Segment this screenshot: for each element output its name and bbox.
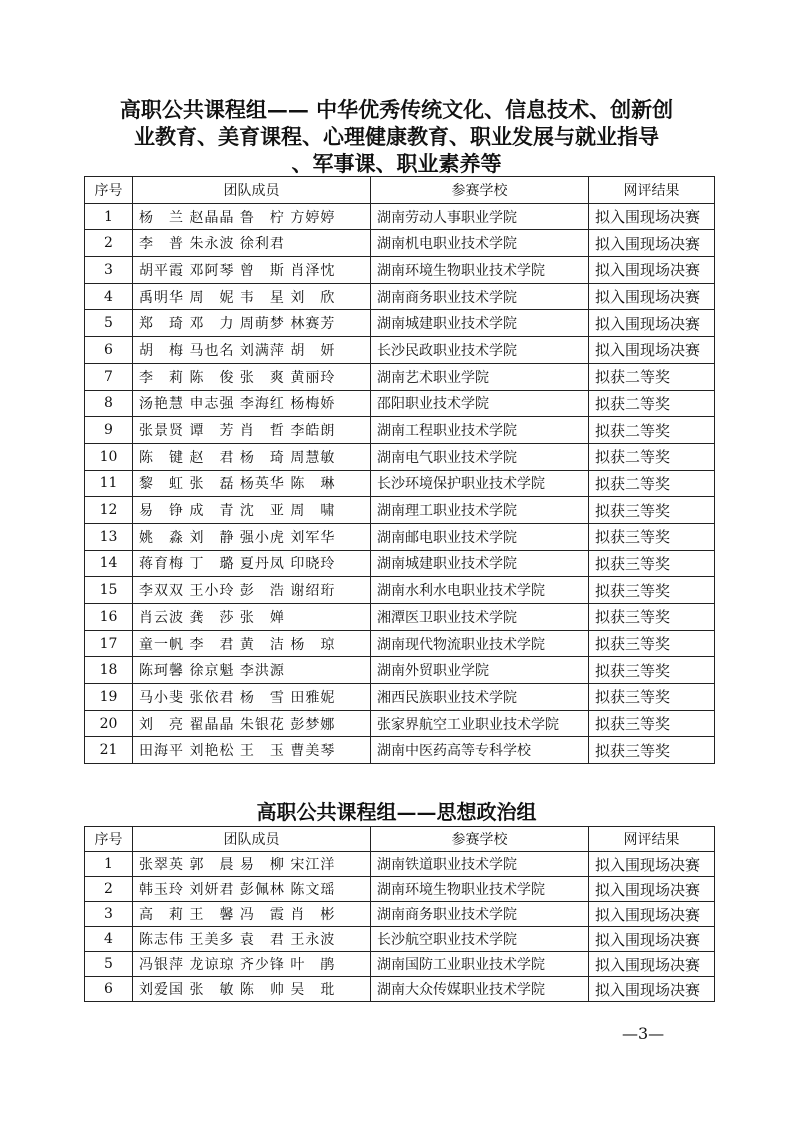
cell-school: 湘潭医卫职业技术学院 — [371, 604, 589, 631]
cell-school: 张家界航空工业职业技术学院 — [371, 710, 589, 737]
cell-school: 湖南城建职业技术学院 — [371, 550, 589, 577]
cell-members: 张翠英 郭 晨 易 柳 宋江洋 — [133, 852, 371, 877]
table-row — [85, 283, 715, 310]
cell-members: 李双双 王小玲 彭 浩 谢绍珩 — [133, 577, 371, 604]
section1-results-table — [84, 176, 715, 764]
cell-result: 拟获二等奖 — [589, 443, 715, 470]
cell-school: 邵阳职业技术学院 — [371, 390, 589, 417]
cell-school: 长沙环境保护职业技术学院 — [371, 470, 589, 497]
cell-members: 刘爱国 张 敏 陈 帅 吴 玭 — [133, 977, 371, 1002]
table-row — [85, 577, 715, 604]
cell-members: 张景贤 谭 芳 肖 哲 李皓朗 — [133, 417, 371, 444]
cell-index: 18 — [85, 657, 133, 684]
cell-school: 湖南环境生物职业技术学院 — [371, 877, 589, 902]
cell-result: 拟获三等奖 — [589, 684, 715, 711]
table-row — [85, 203, 715, 230]
cell-index: 4 — [85, 927, 133, 952]
cell-result: 拟入围现场决赛 — [589, 203, 715, 230]
cell-members: 田海平 刘艳松 王 玉 曹美琴 — [133, 737, 371, 764]
page-number: —3— — [622, 1024, 665, 1043]
cell-result: 拟获三等奖 — [589, 604, 715, 631]
cell-members: 李 莉 陈 俊 张 爽 黄丽玲 — [133, 363, 371, 390]
cell-index: 20 — [85, 710, 133, 737]
table-row — [85, 230, 715, 257]
cell-index: 3 — [85, 257, 133, 284]
cell-school: 长沙航空职业技术学院 — [371, 927, 589, 952]
cell-result: 拟获三等奖 — [589, 577, 715, 604]
cell-index: 15 — [85, 577, 133, 604]
section2-results-table — [84, 826, 715, 1002]
cell-index: 12 — [85, 497, 133, 524]
table-row — [85, 470, 715, 497]
cell-members: 汤艳慧 申志强 李海红 杨梅娇 — [133, 390, 371, 417]
cell-index: 6 — [85, 337, 133, 364]
cell-result: 拟获三等奖 — [589, 497, 715, 524]
table-row — [85, 977, 715, 1002]
table-header-row — [85, 827, 715, 852]
table-row — [85, 877, 715, 902]
cell-index: 5 — [85, 952, 133, 977]
cell-school: 湖南电气职业技术学院 — [371, 443, 589, 470]
cell-members: 易 铮 成 青 沈 亚 周 啸 — [133, 497, 371, 524]
cell-result: 拟入围现场决赛 — [589, 952, 715, 977]
header-result: 网评结果 — [589, 177, 715, 204]
cell-members: 陈 键 赵 君 杨 琦 周慧敏 — [133, 443, 371, 470]
cell-members: 禹明华 周 妮 韦 星 刘 欣 — [133, 283, 371, 310]
table-row — [85, 710, 715, 737]
header-school: 参赛学校 — [371, 177, 589, 204]
cell-index: 17 — [85, 630, 133, 657]
cell-members: 冯银萍 龙谅琼 齐少锋 叶 鹃 — [133, 952, 371, 977]
cell-school: 湖南国防工业职业技术学院 — [371, 952, 589, 977]
cell-school: 湖南城建职业技术学院 — [371, 310, 589, 337]
header-members: 团队成员 — [133, 177, 371, 204]
cell-members: 韩玉玲 刘妍君 彭佩林 陈文瑶 — [133, 877, 371, 902]
cell-members: 肖云波 龚 莎 张 婵 — [133, 604, 371, 631]
cell-school: 湖南工程职业技术学院 — [371, 417, 589, 444]
cell-result: 拟入围现场决赛 — [589, 927, 715, 952]
cell-members: 李 普 朱永波 徐利君 — [133, 230, 371, 257]
cell-school: 湖南机电职业技术学院 — [371, 230, 589, 257]
table-row — [85, 684, 715, 711]
cell-index: 14 — [85, 550, 133, 577]
table-row — [85, 337, 715, 364]
cell-members: 陈珂馨 徐京魁 李洪源 — [133, 657, 371, 684]
cell-school: 湖南大众传媒职业技术学院 — [371, 977, 589, 1002]
section2-title: 高职公共课程组——思想政治组 — [256, 800, 537, 824]
cell-index: 4 — [85, 283, 133, 310]
cell-index: 10 — [85, 443, 133, 470]
cell-result: 拟入围现场决赛 — [589, 902, 715, 927]
table-row — [85, 523, 715, 550]
cell-school: 湖南外贸职业学院 — [371, 657, 589, 684]
cell-index: 8 — [85, 390, 133, 417]
cell-index: 21 — [85, 737, 133, 764]
cell-members: 高 莉 王 馨 冯 霞 肖 彬 — [133, 902, 371, 927]
cell-members: 杨 兰 赵晶晶 鲁 柠 方婷婷 — [133, 203, 371, 230]
cell-result: 拟入围现场决赛 — [589, 852, 715, 877]
table-row — [85, 604, 715, 631]
cell-school: 湖南劳动人事职业学院 — [371, 203, 589, 230]
table-row — [85, 390, 715, 417]
cell-result: 拟入围现场决赛 — [589, 977, 715, 1002]
cell-school: 湖南现代物流职业技术学院 — [371, 630, 589, 657]
cell-index: 2 — [85, 877, 133, 902]
cell-school: 湖南邮电职业技术学院 — [371, 523, 589, 550]
cell-index: 1 — [85, 852, 133, 877]
cell-members: 胡 梅 马也名 刘满萍 胡 妍 — [133, 337, 371, 364]
cell-result: 拟入围现场决赛 — [589, 877, 715, 902]
cell-index: 5 — [85, 310, 133, 337]
cell-index: 3 — [85, 902, 133, 927]
section1-title-line: 高职公共课程组—— 中华优秀传统文化、信息技术、创新创 — [119, 97, 674, 122]
table-row — [85, 363, 715, 390]
table-row — [85, 630, 715, 657]
cell-result: 拟入围现场决赛 — [589, 230, 715, 257]
cell-result: 拟获二等奖 — [589, 390, 715, 417]
section1-title-line: 业教育、美育课程、心理健康教育、职业发展与就业指导 — [134, 124, 659, 149]
table-row — [85, 550, 715, 577]
cell-school: 湖南商务职业技术学院 — [371, 902, 589, 927]
table-row — [85, 497, 715, 524]
table-header-row — [85, 177, 715, 204]
cell-school: 湖南环境生物职业技术学院 — [371, 257, 589, 284]
cell-school: 湖南水利水电职业技术学院 — [371, 577, 589, 604]
header-index: 序号 — [85, 177, 133, 204]
cell-result: 拟入围现场决赛 — [589, 283, 715, 310]
section1-title-line: 、军事课、职业素养等 — [291, 151, 502, 176]
cell-members: 黎 虹 张 磊 杨英华 陈 琳 — [133, 470, 371, 497]
cell-members: 马小斐 张依君 杨 雪 田雅妮 — [133, 684, 371, 711]
cell-school: 长沙民政职业技术学院 — [371, 337, 589, 364]
section1-title — [80, 96, 713, 177]
table-row — [85, 657, 715, 684]
cell-index: 1 — [85, 203, 133, 230]
cell-result: 拟获三等奖 — [589, 657, 715, 684]
cell-result: 拟获三等奖 — [589, 630, 715, 657]
cell-index: 13 — [85, 523, 133, 550]
cell-index: 7 — [85, 363, 133, 390]
cell-index: 6 — [85, 977, 133, 1002]
cell-result: 拟入围现场决赛 — [589, 257, 715, 284]
cell-members: 刘 亮 翟晶晶 朱银花 彭梦娜 — [133, 710, 371, 737]
header-school: 参赛学校 — [371, 827, 589, 852]
cell-index: 19 — [85, 684, 133, 711]
table-row — [85, 952, 715, 977]
cell-school: 湖南理工职业技术学院 — [371, 497, 589, 524]
cell-result: 拟获三等奖 — [589, 737, 715, 764]
cell-result: 拟获三等奖 — [589, 550, 715, 577]
table-row — [85, 257, 715, 284]
cell-school: 湘西民族职业技术学院 — [371, 684, 589, 711]
cell-result: 拟获三等奖 — [589, 710, 715, 737]
cell-result: 拟入围现场决赛 — [589, 310, 715, 337]
cell-members: 姚 淼 刘 静 强小虎 刘军华 — [133, 523, 371, 550]
header-result: 网评结果 — [589, 827, 715, 852]
table-row — [85, 927, 715, 952]
table-row — [85, 443, 715, 470]
header-index: 序号 — [85, 827, 133, 852]
cell-index: 11 — [85, 470, 133, 497]
cell-result: 拟获二等奖 — [589, 363, 715, 390]
cell-members: 蒋育梅 丁 璐 夏丹凤 印晓玲 — [133, 550, 371, 577]
cell-result: 拟获二等奖 — [589, 417, 715, 444]
cell-result: 拟获三等奖 — [589, 523, 715, 550]
cell-members: 郑 琦 邓 力 周萌梦 林赛芳 — [133, 310, 371, 337]
table-row — [85, 417, 715, 444]
cell-school: 湖南铁道职业技术学院 — [371, 852, 589, 877]
header-members: 团队成员 — [133, 827, 371, 852]
cell-school: 湖南商务职业技术学院 — [371, 283, 589, 310]
table-row — [85, 902, 715, 927]
cell-index: 16 — [85, 604, 133, 631]
cell-school: 湖南中医药高等专科学校 — [371, 737, 589, 764]
table-row — [85, 852, 715, 877]
cell-result: 拟获二等奖 — [589, 470, 715, 497]
cell-index: 9 — [85, 417, 133, 444]
table-row — [85, 737, 715, 764]
cell-index: 2 — [85, 230, 133, 257]
cell-members: 童一帆 李 君 黄 洁 杨 琼 — [133, 630, 371, 657]
cell-school: 湖南艺术职业学院 — [371, 363, 589, 390]
cell-members: 陈志伟 王美多 袁 君 王永波 — [133, 927, 371, 952]
cell-members: 胡平霞 邓阿琴 曾 斯 肖泽忱 — [133, 257, 371, 284]
cell-result: 拟入围现场决赛 — [589, 337, 715, 364]
table-row — [85, 310, 715, 337]
